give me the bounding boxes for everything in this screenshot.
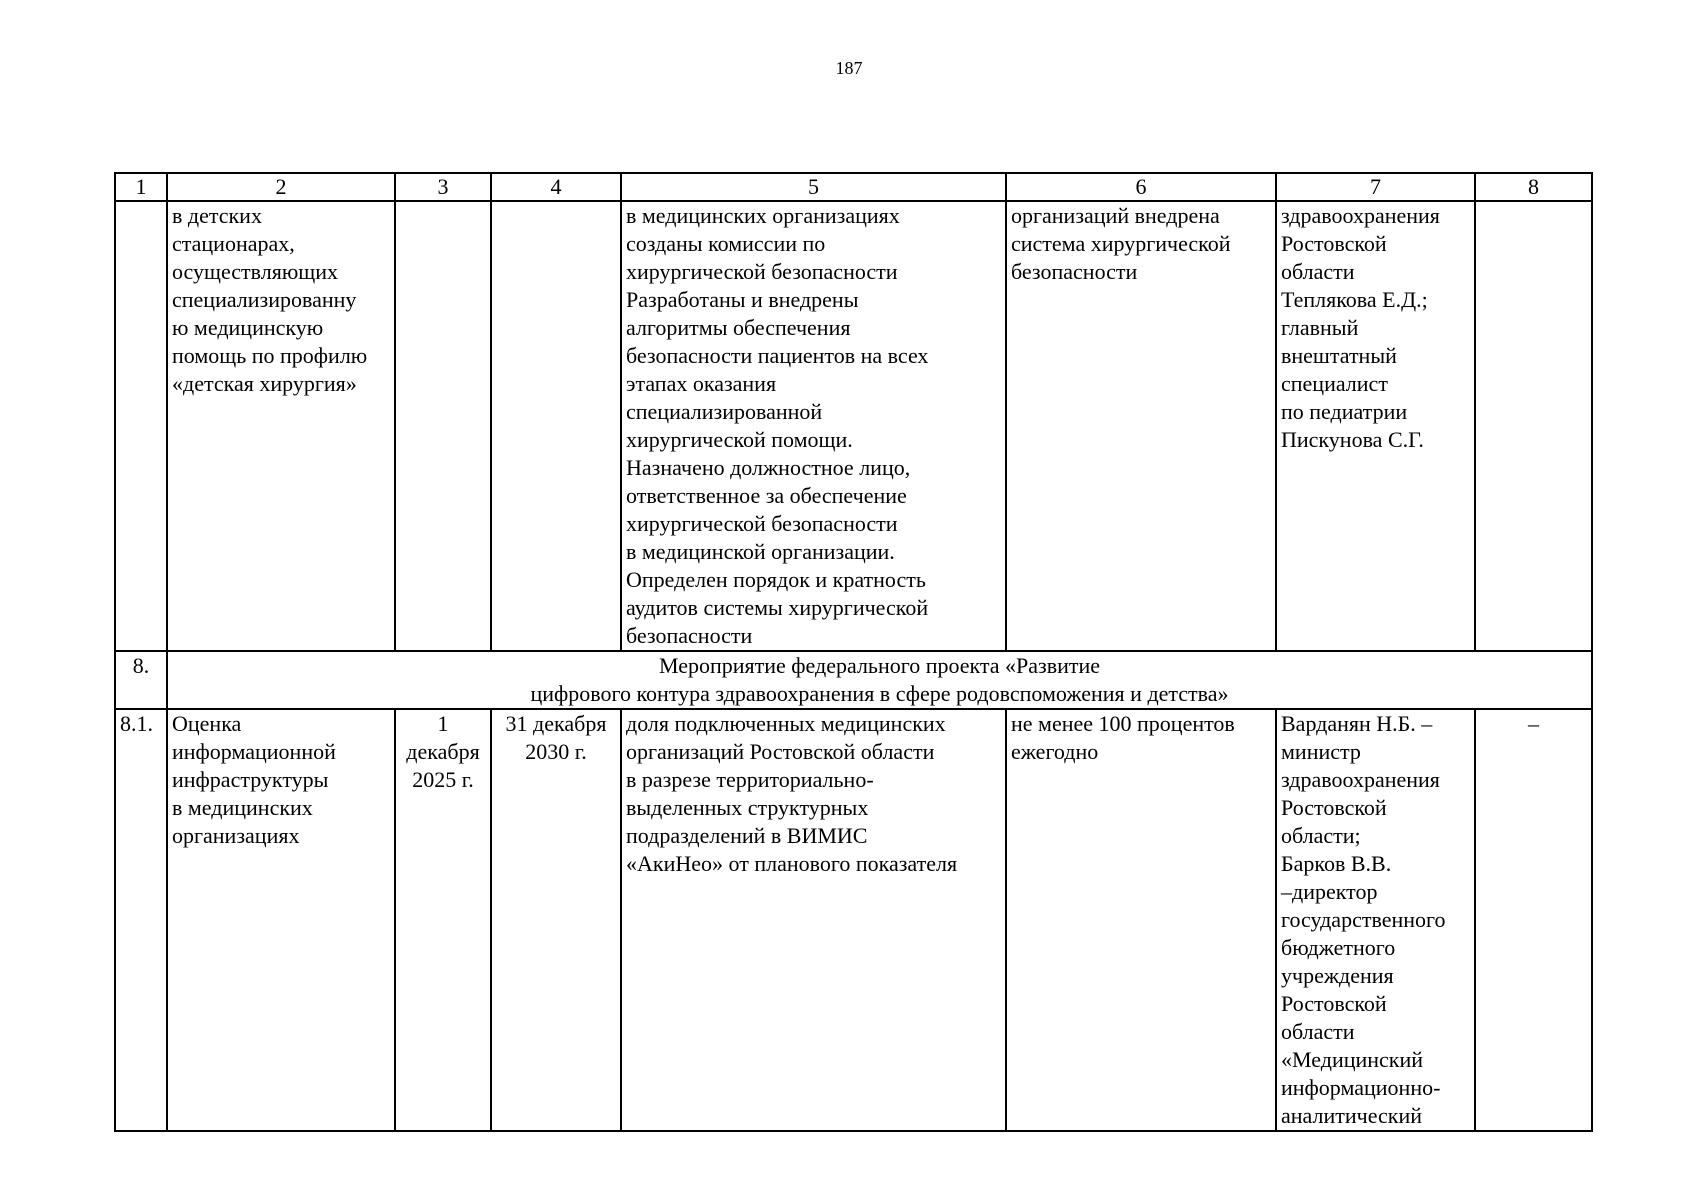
table-row-section <box>115 651 1592 709</box>
table-cell <box>395 201 491 651</box>
table-row-continuation <box>115 201 1592 651</box>
item-start-date: 1 декабря 2025 г. <box>395 709 491 1131</box>
table-cell: здравоохранения Ростовской области Теплякова Е.Д.; главный внештатный специалист по педиатрии Пискунова С.Г. <box>1276 201 1475 651</box>
document-table <box>114 172 1593 1132</box>
section-number: 8. <box>115 651 167 709</box>
page-number: 187 <box>835 58 863 78</box>
item-end-date: 31 декабря 2030 г. <box>491 709 621 1131</box>
table-cell: организаций внедрена система хирургической безопасности <box>1006 201 1276 651</box>
item-number: 8.1. <box>115 709 167 1131</box>
table-cell: в детских стационарах, осуществляющих специализированну ю медицинскую помощь по профилю «детская хирургия» <box>167 201 395 651</box>
header-cell: 6 <box>1006 173 1276 201</box>
header-cell: 5 <box>621 173 1006 201</box>
header-cell: 7 <box>1276 173 1475 201</box>
header-cell: 2 <box>167 173 395 201</box>
table-header-row <box>115 173 1592 201</box>
header-cell: 8 <box>1475 173 1592 201</box>
header-cell: 1 <box>115 173 167 201</box>
item-responsible: Варданян Н.Б. – министр здравоохранения Ростовской области; Барков В.В. –директор государственного бюджетного учреждения Ростовской области «Медицинский информационно- аналитический <box>1276 709 1475 1131</box>
table-row-item <box>115 709 1592 1131</box>
header-cell: 4 <box>491 173 621 201</box>
item-indicator: доля подключенных медицинских организаций Ростовской области в разрезе территориально- выделенных структурных подразделений в ВИМИС «АкиНео» от планового показателя <box>621 709 1006 1131</box>
header-cell: 3 <box>395 173 491 201</box>
table-cell <box>491 201 621 651</box>
section-title: Мероприятие федерального проекта «Развитие цифрового контура здравоохранения в сфере родовспоможения и детства» <box>167 651 1592 709</box>
table-cell: в медицинских организациях созданы комиссии по хирургической безопасности Разработаны и внедрены алгоритмы обеспечения безопасности пациентов на всех этапах оказания специализированной хирургической помощи. Назначено должностное лицо, ответственное за обеспечение хирургической безопасности в медицинской организации. Определен порядок и кратность аудитов системы хирургической безопасности <box>621 201 1006 651</box>
item-target-value: не менее 100 процентов ежегодно <box>1006 709 1276 1131</box>
table-cell <box>115 201 167 651</box>
table-cell <box>1475 201 1592 651</box>
item-col8: – <box>1475 709 1592 1131</box>
item-name: Оценка информационной инфраструктуры в медицинских организациях <box>167 709 395 1131</box>
